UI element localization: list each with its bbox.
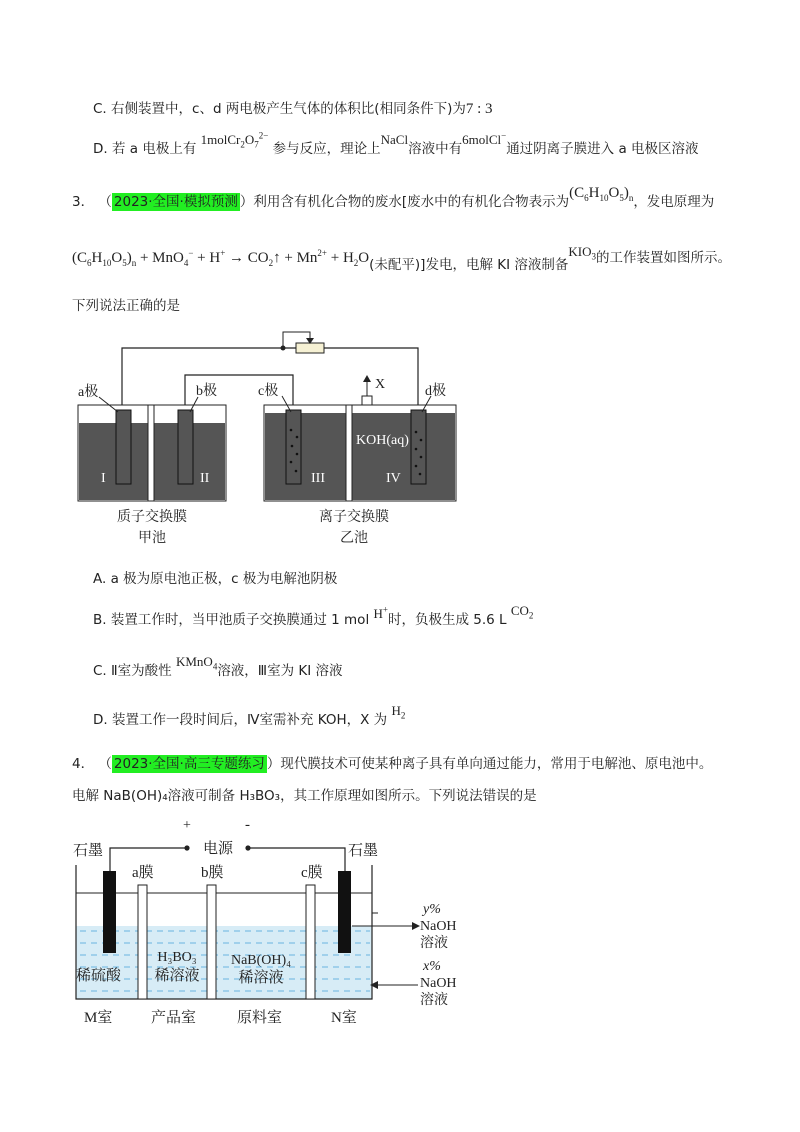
graphite-anode xyxy=(103,871,116,953)
q3-stem-line1: 3． （ 2023·全国·模拟预测 ）利用含有机化合物的废水[废水中的有机化合物表示为$(C_6H_{10}O_5)_n$，发电原理为 xyxy=(72,185,715,210)
option-text: Ⅱ室为酸性 xyxy=(111,663,172,679)
label-room-m: M室 xyxy=(84,1010,113,1026)
chloride-amount: 6molCl− xyxy=(462,130,507,147)
label-plus: + xyxy=(183,818,191,833)
label-room-I: I xyxy=(101,471,106,486)
ion-membrane xyxy=(346,405,352,501)
label-raw-solution-1: NaB(OH)₄ xyxy=(230,953,292,968)
stem-text: (未配平)]发电，电解 KI 溶液制备 xyxy=(369,257,569,273)
stem-text: 现代膜技术可使某种离子具有单向通过能力，常用于电解池、原电池中。 xyxy=(280,756,713,772)
q3-figure xyxy=(0,320,800,550)
label-room-II: II xyxy=(200,471,210,486)
label-room-III: III xyxy=(311,471,325,486)
label-raw-solution-2: 稀溶液 xyxy=(238,970,284,986)
kio3-formula: $KIO_3$ xyxy=(568,244,596,262)
label-membrane-a: a膜 xyxy=(132,865,154,881)
label-in-conc: x% xyxy=(423,959,441,974)
graphite-cathode xyxy=(338,871,351,953)
gas-ratio: 7 : 3 xyxy=(465,101,493,117)
label-membrane-c: c膜 xyxy=(301,865,323,881)
option-text: 装置工作一段时间后，Ⅳ室需补充 KOH，X 为 xyxy=(111,712,388,728)
co2-formula: $CO_2$ xyxy=(510,603,534,621)
q4-stem-line2: 电解 NaB(OH)₄溶液可制备 H₃BO₃，其工作原理如图所示。下列说法错误的是 xyxy=(72,788,537,804)
label-product-solution-1: H₃BO₃ xyxy=(157,950,197,965)
stem-text: 利用含有机化合物的废水[废水中的有机化合物表示为 xyxy=(253,194,570,210)
q2-option-c xyxy=(93,102,493,117)
label-in-name: NaOH xyxy=(420,976,457,991)
label-room-IV: IV xyxy=(386,471,401,486)
option-text: 溶液，Ⅲ室为 KI 溶液 xyxy=(217,663,343,679)
option-text: 溶液中有 xyxy=(408,141,463,157)
label-membrane-b: b膜 xyxy=(201,865,224,881)
label-membrane-2: 离子交换膜 xyxy=(319,510,389,525)
label-membrane-1: 质子交换膜 xyxy=(117,510,187,525)
option-text: 通过阴离子膜进入 a 电极区溶液 xyxy=(506,141,699,157)
wire-negative xyxy=(248,848,345,875)
label-a-electrode: a极 xyxy=(78,385,99,400)
organic-formula: $(C_6H_{10}O_5)_n$ xyxy=(569,185,634,203)
q2-option-d xyxy=(93,130,699,157)
label-graphite-left: 石墨 xyxy=(73,843,104,859)
label-graphite-right: 石墨 xyxy=(348,843,379,859)
label-koh: KOH(aq) xyxy=(356,433,409,448)
label-b-electrode: b极 xyxy=(196,384,217,399)
label-c-electrode: c极 xyxy=(258,384,279,399)
option-text: 若 a 电极上有 xyxy=(111,141,197,157)
label-m-solution: 稀硫酸 xyxy=(76,968,122,984)
electrode-a xyxy=(116,410,131,484)
q3-prompt: 下列说法正确的是 xyxy=(72,298,180,314)
source-tag: 2023·全国·高三专题练习 xyxy=(113,756,265,772)
option-letter: D. xyxy=(93,141,108,157)
proton-membrane xyxy=(148,405,154,501)
option-text: 参与反应，理论上 xyxy=(272,141,381,157)
question-number: 3． xyxy=(72,194,95,210)
option-text: a 极为原电池正极，c 极为电解池阴极 xyxy=(110,571,338,587)
membrane-a xyxy=(138,885,147,999)
q3-option-d xyxy=(93,703,406,728)
proton-formula: H+ xyxy=(373,604,388,621)
label-room-product: 产品室 xyxy=(151,1010,197,1026)
label-room-raw: 原料室 xyxy=(237,1010,283,1026)
source-tag: 2023·全国·模拟预测 xyxy=(113,194,238,210)
q3-option-c xyxy=(93,654,343,679)
label-minus: - xyxy=(245,817,250,833)
gas-arrow xyxy=(363,375,371,382)
option-letter: C. xyxy=(93,101,107,117)
outlet-arrow-head xyxy=(412,922,420,930)
label-cell-jia: 甲池 xyxy=(138,531,166,546)
stem-text: ，发电原理为 xyxy=(633,194,715,210)
electrode-c xyxy=(286,410,301,484)
label-product-solution-2: 稀溶液 xyxy=(154,968,200,984)
label-out-name: NaOH xyxy=(420,919,457,934)
q4-stem-line1: 4． （ 2023·全国·高三专题练习 ）现代膜技术可使某种离子具有单向通过能力，常用于电解池、原电池中。 xyxy=(72,756,713,772)
dichromate-formula: $1molCr_2O_7^{2-}$ xyxy=(200,130,269,150)
option-letter: C. xyxy=(93,663,107,679)
electrode-b xyxy=(178,410,193,484)
q4-figure xyxy=(0,815,800,1030)
label-power: 电源 xyxy=(203,841,234,857)
option-text: 时，负极生成 5.6 L xyxy=(387,612,507,628)
q3-option-b xyxy=(93,603,534,628)
label-d-electrode: d极 xyxy=(425,384,446,399)
stem-text: 的工作装置如图所示。 xyxy=(595,250,731,266)
reaction-equation: $(C_6H_{10}O_5)_n + MnO_4^- + H^+$ → $CO_2↑ + Mn^{2+} + H_2O$ xyxy=(72,248,370,268)
membrane-c xyxy=(306,885,315,999)
option-text: 右侧装置中，c、d 两电极产生气体的体积比(相同条件下)为 xyxy=(111,101,466,117)
question-number: 4． xyxy=(72,756,95,772)
label-out-word: 溶液 xyxy=(420,936,448,951)
option-letter: A. xyxy=(93,571,107,587)
q3-option-a xyxy=(93,573,337,587)
label-in-word: 溶液 xyxy=(420,993,448,1008)
water-fill xyxy=(76,926,372,999)
q3-equation-line xyxy=(72,244,731,273)
kmno4-formula: KMnO$_4$ xyxy=(175,654,218,672)
label-gas-x: X xyxy=(375,377,386,392)
variable-resistor xyxy=(296,343,324,353)
label-room-n: N室 xyxy=(331,1010,357,1026)
h2-formula: $H_2$ xyxy=(391,703,406,721)
electrode-d xyxy=(411,410,426,484)
label-cell-yi: 乙池 xyxy=(340,531,368,546)
option-letter: B. xyxy=(93,612,107,628)
label-out-conc: y% xyxy=(423,902,441,917)
membrane-b xyxy=(207,885,216,999)
option-text: 装置工作时，当甲池质子交换膜通过 1 mol xyxy=(110,612,370,628)
outlet-pipe xyxy=(372,898,378,913)
gas-outlet xyxy=(362,396,372,405)
option-letter: D. xyxy=(93,712,108,728)
nacl-formula: NaCl xyxy=(380,132,409,147)
